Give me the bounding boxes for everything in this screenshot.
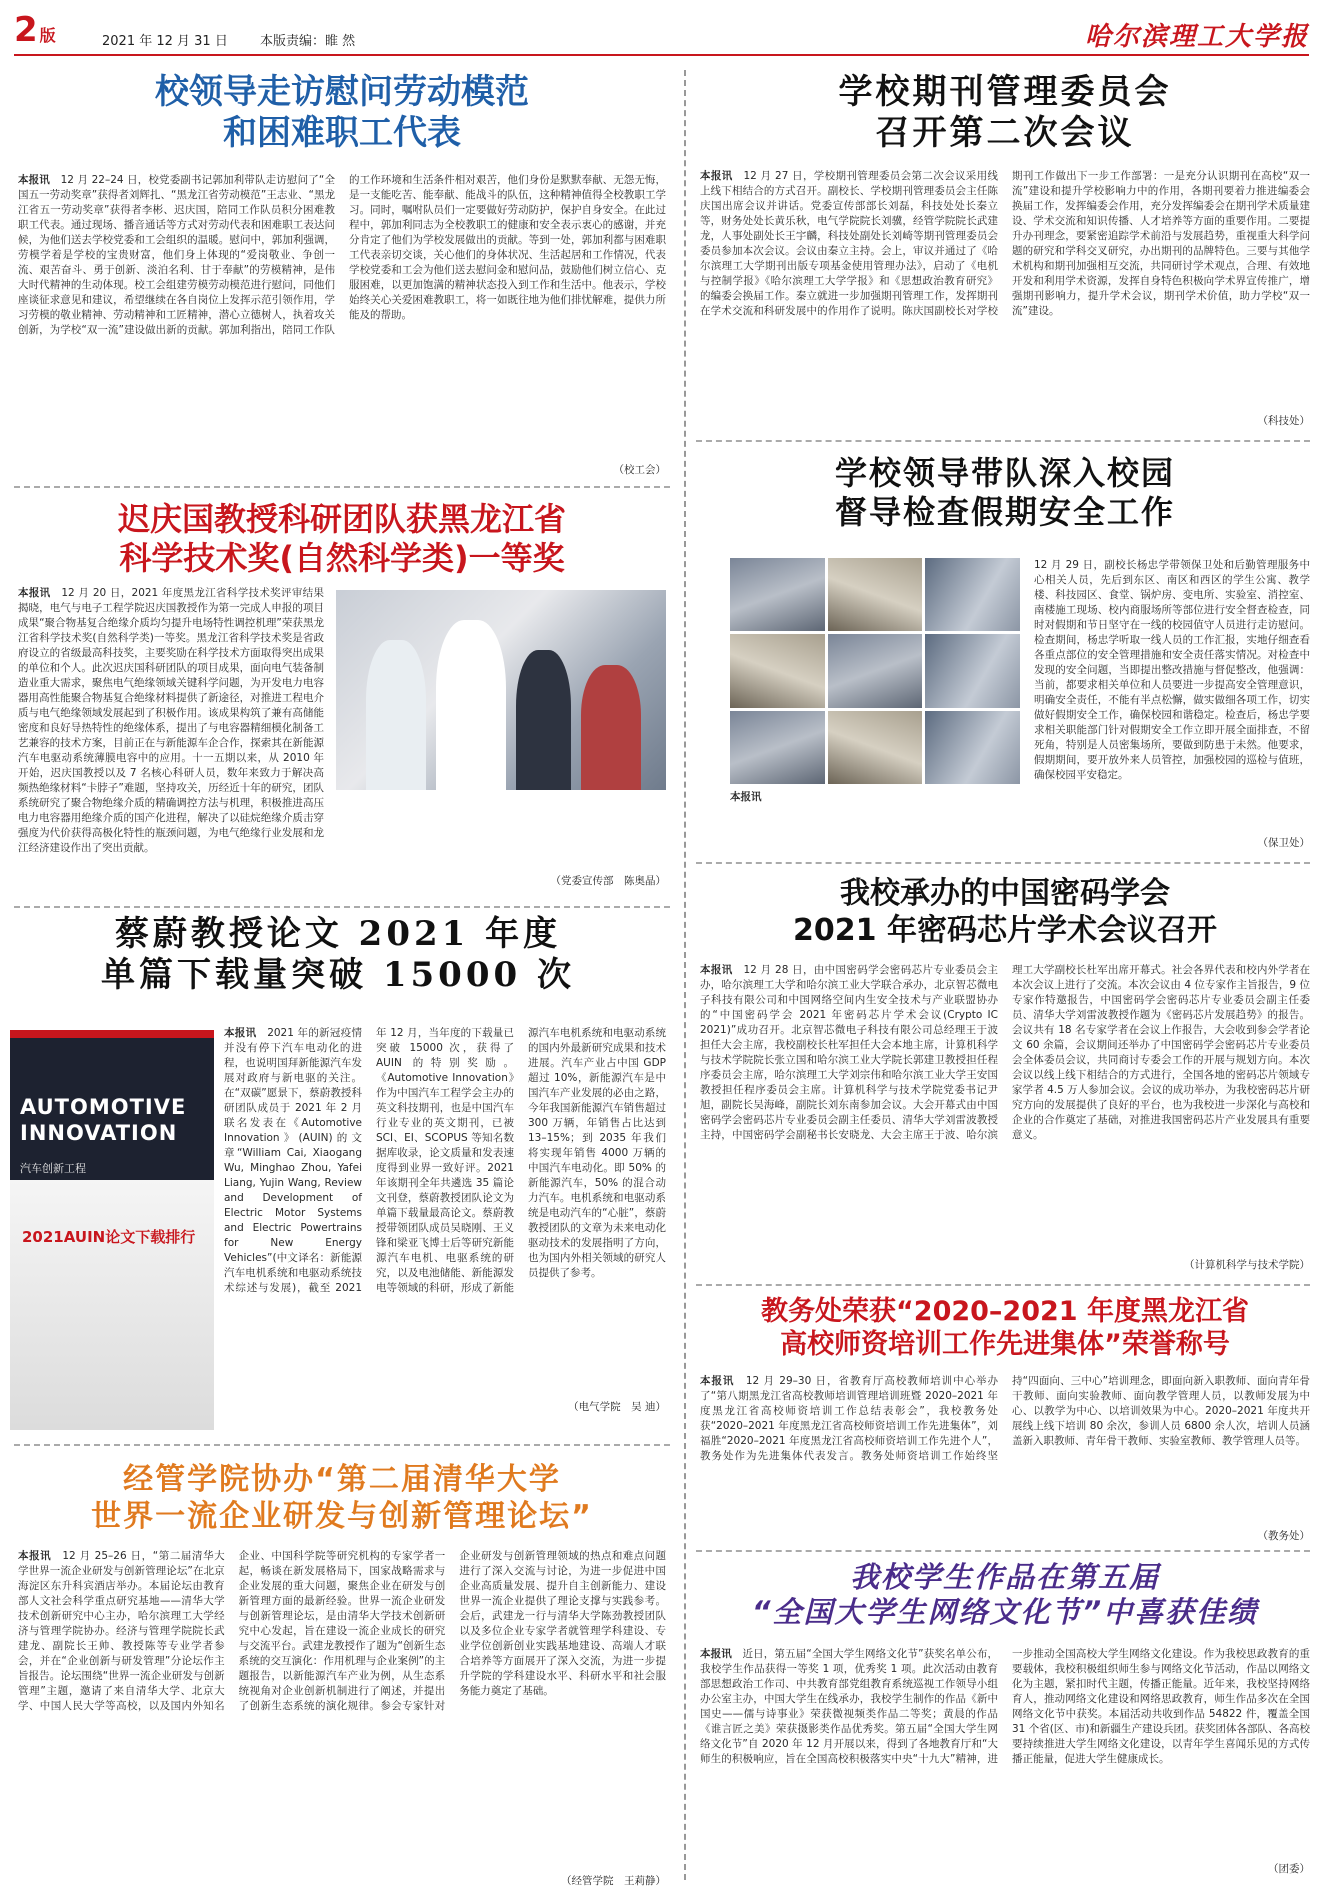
article-body: 本报讯 近日，第五届“全国大学生网络文化节”获奖名单公布，我校学生作品获得一等奖 1 项，优秀奖 1 项。此次活动由教育部思想政治工作司、中共教育部党组教育系统巡视工作领导小组办公室主办，中国大学生在线承办，我校学生制作的作品《新中国史——儒与诗事业》荣获微视频类作品二等奖；黄晨的作品《谁言匠之美》荣获摄影类作品优秀奖。第五届“全国大学生网络文化节”自 2020 年 12 月开展以来，得到了各地教育厅和“大师生的积极响应，旨在全国高校积极落实中央“十九大”精神，进一步推动全国高校大学生网络文化建设。作为我校思政教育的重要载体，我校积极组织师生参与网络文化节活动，作品以网络文化为主题，紧扣时代主题，传播正能量。近年来，我校坚持网络育人，推动网络文化建设和网络思政教育，师生作品多次在全国网络文化节中获奖。本届活动共收到作品 54822 件，覆盖全国 31 个省(区、市)和新疆生产建设兵团。获奖团体各部队、各高校要持续推进大学生网络文化建设，以青年学生喜闻乐见的方式传播正能量，促进大学生健康成长。	[700, 1647, 1310, 1765]
journal-cover: AUTOMOTIVE INNOVATION 2021AUIN论文下载排行 汽车创新工程	[10, 1030, 214, 1320]
headline: 学校领导带队深入校园 督导检查假期安全工作	[834, 454, 1175, 532]
article-body: 本报讯 12 月 29–30 日，省教育厅高校教师培训中心举办了“第八期黑龙江省高校教师培训管理培训班暨 2020–2021 年度黑龙江省高校师资培训工作总结表彰会”，我校教务处获“2020–2021 年度黑龙江省高校师资培训工作先进集体”，刘福胜“2020–2021 年度黑龙江省高校师资培训工作先进个人”，教务处作为先进集体代表发言。教务处师资培训工作始终坚持“四面向、三中心”培训理念，即面向新入职教师、面向青年骨干教师、面向实验教师、面向教学管理人员，以教师发展为中心、以教学为中心、以培训效果为中心。2020–2021 年度共开展线上线下培训 80 余次，参训人员 6800 余人次，培训人员涵盖新入职教师、青年骨干教师、实验室教师、教学管理人员等。	[700, 1374, 1310, 1462]
article-body: 本报讯 12 月 20 日，2021 年度黑龙江省科学技术奖评审结果揭晓，电气与电子工程学院迟庆国教授作为第一完成人申报的项目成果“聚合物基复合绝缘介质均匀提升电场特性调控机理”荣获黑龙江省科学技术奖(自然科学类)一等奖。黑龙江省科学技术奖是省政府设立的省级最高科技奖，主要奖励在科学技术方面取得突出成果的单位和个人。此次迟庆国科研团队的项目成果，面向电气装备制造业重大需求，聚焦电气绝缘领域关键科学问题，为开发电力电容器用高性能聚合物基复合绝缘材料提供了新途径，对推进工程电介质与电气绝缘领域发展起到了积极作用。该成果构筑了兼有高储能密度和良好导热特性的绝缘体系，提出了与电容器精细模化制备工艺兼容的技术方案，目前正在与新能源车企合作，探索其在新能源汽车电驱动系统薄膜电容中的应用。十一五期以来，从 2010 年开始，迟庆国教授以及 7 名核心科研人员，数年来致力于解决高频热绝缘材料“卡脖子”难题，坚持攻关，历经近十年的研究，团队系统研究了聚合物绝缘介质的精确调控方法与机理，积极推进高压电力电容器用绝缘介质的国产化进程，解决了以硅烷绝缘介质击穿强度为代价获得高极化特性的瓶颈问题，为电气绝缘行业发展和龙江经济建设作出了突出贡献。	[18, 587, 324, 854]
article-labor-models	[18, 72, 666, 474]
byline: （经管学院 王莉静）	[561, 1875, 666, 1888]
article-body: 本报讯 12 月 25–26 日，“第二届清华大学世界一流企业研发与创新管理论坛”在北京海淀区东升科宾酒店举办。本届论坛由教育部人文社会科学重点研究基地——清华大学技术创新研究中心主办，哈尔滨理工大学经济与管理学院协办。经济与管理学院院长武建龙、副院长王帅、教授陈等专业学者参会，并在“企业创新与研发管理”分论坛作主旨报告。论坛围绕“世界一流企业研发与创新管理”主题，邀请了来自清华大学、北京大学、中国人民大学等高校，以及国内外知名企业、中国科学院等研究机构的专家学者一起，畅谈在新发展格局下，国家战略需求与企业发展的重大问题，聚焦企业在研发与创新管理方面的最新经验。世界一流企业研发与创新管理论坛，是由清华大学技术创新研究中心发起，旨在建设一流企业成长的研究与交流平台。武建龙教授作了题为“创新生态系统的交互演化：作用机理与企业案例”的主题报告，以新能源汽车产业为例，从生态系统视角对企业创新机制进行了阐述，并提出了创新生态系统的演化规律。参会专家针对企业研发与创新管理领域的热点和难点问题进行了深入交流与讨论，为进一步促进中国企业高质量发展、提升自主创新能力、建设世界一流企业提供了理论支撑与实践参考。会后，武建龙一行与清华大学陈劲教授团队以及多位企业专家学者就管理学科建设、专业学位创新创业实践基地建设、高端人才联合培养等方面展开了深入交流，为进一步提升学院的学科建设水平、科研水平和社会服务能力奠定了基础。	[18, 1550, 666, 1713]
article-safety-inspection	[700, 454, 1310, 850]
article-science-award	[18, 500, 666, 898]
article-journal-committee	[700, 72, 1310, 432]
lab-team-photo	[336, 590, 666, 790]
section-separator	[14, 486, 670, 488]
byline: （党委宣传部 陈奥晶）	[550, 875, 666, 887]
issue-date: 2021 年 12 月 31 日	[102, 34, 228, 49]
article-body: 本报讯 12 月 28 日，由中国密码学会密码芯片专业委员会主办，哈尔滨理工大学和哈尔滨工业大学联合承办，北京智芯微电子科技有限公司和中国网络空间内生安全技术与产业联盟协办的“中国密码学会 2021 年密码芯片学术会议(Crypto IC 2021)”成功召开。北京智芯微电子科技有限公司总经理王于波担任大会主席，我校副校长杜军担任大会本地主席，计算机科学与技术学院院长张立国和哈尔滨工业大学院长郭建卫教授担任程序委员会主席，哈尔滨理工大学刘宗伟和哈尔滨工业大学王安国教授担任程序委员会主席。计算机科学与技术学院党委书记尹旭，副院长吴海峰，副院长刘东南参加会议。大会开幕式由中国密码学会密码芯片专业委员会副主任委员、清华大学刘雷波教授主持，中国密码学会副秘书长安晓龙、大会主席王于波、哈尔滨理工大学副校长杜军出席开幕式。社会各界代表和校内外学者在本次会议上进行了交流。本次会议由 4 位专家作主旨报告，9 位专家作特邀报告，中国密码学会密码芯片专业委员会副主任委员、清华大学刘雷波教授作题为《密码芯片发展趋势》的报告。会议共有 18 名专家学者在会议上作报告，大会收到参会学者论文 60 余篇，会议期间还举办了中国密码学会密码芯片专业委员会全体委员会议，共同商讨专委会工作的开展与规划方向。本次会议以线上线下相结合的方式进行，全国各地的密码芯片领域专家学者 4.5 万人参加会议。会议的成功举办，为我校密码芯片研究方向的发展提供了良好的平台，也为我校进一步深化与高校和企业的合作奠定了基础，对推进我国密码芯片产业发展具有重要意义。	[700, 964, 1310, 1142]
byline: （教务处）	[1257, 1529, 1310, 1542]
inspection-photo-collage	[730, 558, 1020, 784]
headline: 学校期刊管理委员会 召开第二次会议	[838, 72, 1172, 154]
byline: （校工会）	[613, 463, 666, 476]
article-paper-downloads	[10, 914, 666, 1414]
headline: 经管学院协办“第二届清华大学 世界一流企业研发与创新管理论坛”	[91, 1462, 593, 1534]
article-lead: 本报讯	[730, 791, 762, 803]
article-teacher-training	[700, 1296, 1310, 1542]
journal-subtitle-cn: 汽车创新工程	[20, 1162, 86, 1175]
headline: 我校学生作品在第五届 “全国大学生网络文化节”中喜获佳绩	[751, 1560, 1259, 1630]
headline: 校领导走访慰问劳动模范 和困难职工代表	[155, 72, 529, 154]
masthead-rule	[14, 54, 1309, 56]
section-separator	[696, 862, 1310, 864]
section-separator	[14, 906, 670, 908]
headline: 蔡蔚教授论文 2021 年度 单篇下载量突破 15000 次	[101, 914, 575, 996]
section-separator	[696, 440, 1310, 442]
headline: 迟庆国教授科研团队获黑龙江省 科学技术奖(自然科学类)一等奖	[117, 500, 566, 578]
headline: 教务处荣获“2020–2021 年度黑龙江省 高校师资培训工作先进集体”荣誉称号	[761, 1296, 1249, 1360]
headline: 我校承办的中国密码学会 2021 年密码芯片学术会议召开	[793, 876, 1217, 948]
article-crypto-conference	[700, 876, 1310, 1276]
article-body: 本报讯 12 月 27 日，学校期刊管理委员会第二次会议采用线上线下相结合的方式召开。副校长、学校期刊管理委员会主任陈庆国出席会议并讲话。党委宣传部部长刘磊，科技处处长秦立等，财务处处长黄乐秋，电气学院院长刘骥，经管学院院长武建龙，人事处副处长王宇麟，科技处副处长刘崎等期刊管理委员会委员参加本次会议。会议由秦立主持。会上，审议并通过了《哈尔滨理工大学期刊出版专项基金使用管理办法》，启动了《电机与控制学报》《哈尔滨理工大学学报》和《思想政治教育研究》的编委会换届工作。秦立就进一步加强期刊管理工作，发挥期刊在学术交流和科研发展中的作用作了说明。陈庆国副校长对学校期刊工作做出下一步工作部署：一是充分认识期刊在高校“双一流”建设和提升学校影响力中的作用，各期刊要着力推进编委会换届工作，发挥编委会作用，充分发挥编委会在期刊学术质量建设、学术交流和知识传播、人才培养等方面的重要作用。二要提升办刊理念，要紧密追踪学术前沿与发展趋势，重视重大科学问题的研究和学科交叉研究，办出期刊的品牌特色。三要与其他学术机构和期刊加强相互交流，共同研讨学术观点，合理、有效地开发和利用学术资源，发挥自身特色积极向学术界宣传推广，增强期刊影响力，提升学术会议，期刊学术价值，助力学校“双一流”建设。	[700, 169, 1310, 317]
article-body: 本报讯 2021 年的新冠疫情并没有停下汽车电动化的进程，也说明国拜新能源汽车发展对政府与新电驱的关注。在“双碳”愿景下，蔡蔚教授科研团队成员于 2021 年 2 月联名发表在《Automotive Innovation》(AUIN)的文章“William Cai, Xiaogang Wu, Minghao Zhou, Yafei Liang, Yujin Wang, Review and Development of Electric Motor Systems and Electric Powertrains for New Energy Vehicles”(中文译名：新能源汽车电机系统和电驱动系统技术综述与发展)，截至 2021 年 12 月，当年度的下载量已突破 15000 次，获得了 AUIN 的特别奖励。《Automotive Innovation》作为中国汽车工程学会主办的英文科技期刊，也是中国汽车行业专业的英文期刊，已被 SCI、EI、SCOPUS 等知名数据库收录，论文质量和发表速度得到业界一致好评。2021 年该期刊全年共遴选 35 篇论文刊登，蔡蔚教授团队论文为单篇下载量最高论文。蔡蔚教授带领团队成员吴晓刚、王义锋和梁亚飞博士后等研究新能源汽车电机、电驱系统的研究，以及电池储能、新能源发电等领域的科研，形成了新能源汽车电机系统和电驱动系统的国内外最新研究成果和技术进展。汽车产业占中国 GDP 超过 10%，新能源汽车是中国汽车产业发展的必由之路，今年我国新能源汽车销售超过 300 万辆，年销售占比达到 13–15%；到 2035 年我们将实现年销售 4000 万辆的中国汽车电动化。即 50% 的新能源汽车，50% 的混合动力汽车。电机系统和电驱动系统是电动汽车的“心脏”，蔡蔚教授团队的文章为未来电动化驱动技术的发展指明了方向，也为国内外相关领域的研究人员提供了参考。	[224, 1027, 666, 1294]
article-body: 12 月 29 日，副校长杨忠学带领保卫处和后勤管理服务中心相关人员，先后到东区、南区和西区的学生公寓、教学楼、科技园区、食堂、锅炉房、变电所、实验室、消控室、南楼施工现场、校内商服场所等部位进行安全督查检查，同时对假期和节日坚守在一线的校园值守人员进行走访慰问。检查期间，杨忠学听取一线人员的工作汇报，实地仔细查看各重点部位的安全管理措施和安全责任落实情况。对检查中发现的安全问题，当即提出整改措施与督促整改，他强调：当前，都要求相关单位和人员要进一步提高安全管理意识，明确安全责任，不能有半点松懈，做实做细各项工作，切实做好假期安全工作，确保校园和谐稳定。检查后，杨忠学要求相关职能部门针对假期安全工作立即开展全面排查，不留死角，特别是人员密集场所，要做到防患于未然。他要求，假期期间，要开放外来人员管控，加强校园的巡检与值班，确保校园平安稳定。	[1034, 559, 1310, 781]
byline: （计算机科学与技术学院）	[1184, 1259, 1310, 1272]
journal-subtitle: 2021AUIN论文下载排行	[22, 1228, 196, 1246]
section-separator	[696, 1550, 1310, 1552]
page-editor: 本版责编：睢 然	[260, 34, 356, 49]
byline: （科技处）	[1257, 414, 1310, 427]
masthead	[14, 10, 1309, 52]
byline: （保卫处）	[1257, 837, 1310, 849]
column-divider	[684, 70, 686, 1880]
newspaper-name: 哈尔滨理工大学报	[1084, 22, 1309, 52]
section-separator	[14, 1444, 670, 1446]
article-network-culture	[700, 1560, 1310, 1882]
byline: （团委）	[1268, 1862, 1310, 1875]
byline: （电气学院 吴 迪）	[568, 1401, 666, 1413]
page-number: 2 版	[14, 10, 56, 50]
article-body: 本报讯 12 月 22–24 日，校党委副书记郭加利带队走访慰问了“全国五一劳动奖章”获得者刘辉扎、“黑龙江省劳动模范”王志业、“黑龙江省五一劳动奖章”获得者李彬、迟庆国，陪同工作队员积分困难教职工代表。通过现场、播音通话等方式对劳动代表和困难职工表达问候，为他们送去学校党委和工会组织的温暖。慰问中，郭加利强调，劳模学着是学校的宝贵财富，他们身上体现的“爱岗敬业、争创一流、艰苦奋斗、勇于创新、淡泊名利、甘于奉献”的劳模精神，是伟大时代精神的生动体现。校工会组建劳模劳动模范进行慰问，同他们座谈征求意见和建议，希望继续在各自岗位上发挥示范引领作用，学习劳模的敬业精神、劳动精神和工匠精神，潜心立德树人，执着攻关创新，为学校“双一流”建设做出新的贡献。郭加利指出，陪同工作队的工作环境和生活条件相对艰苦，他们身份是默默奉献、无怨无悔，是一支能吃苦、能奉献、能战斗的队伍，这种精神值得全校教职工学习。同时，嘱咐队员们一定要做好劳动防护，保护自身安全。在此过程中，郭加利同志为全校教职工的健康和安全表示衷心的感谢，并充分肯定了他们为学校发展做出的贡献。等到一处，郭加利都与困难职工代表亲切交谈，关心他们的身体状况、生活起居和工作情况，代表学校党委和工会为他们送去慰问金和慰问品，鼓励他们树立信心、克服困难，以更加饱满的精神状态投入到工作和生活中。他表示，学校始终关心关爱困难教职工，将一如既往地为他们排忧解难，提供力所能及的帮助。	[18, 173, 666, 336]
article-management-forum	[18, 1462, 666, 1888]
section-separator	[696, 1284, 1310, 1286]
